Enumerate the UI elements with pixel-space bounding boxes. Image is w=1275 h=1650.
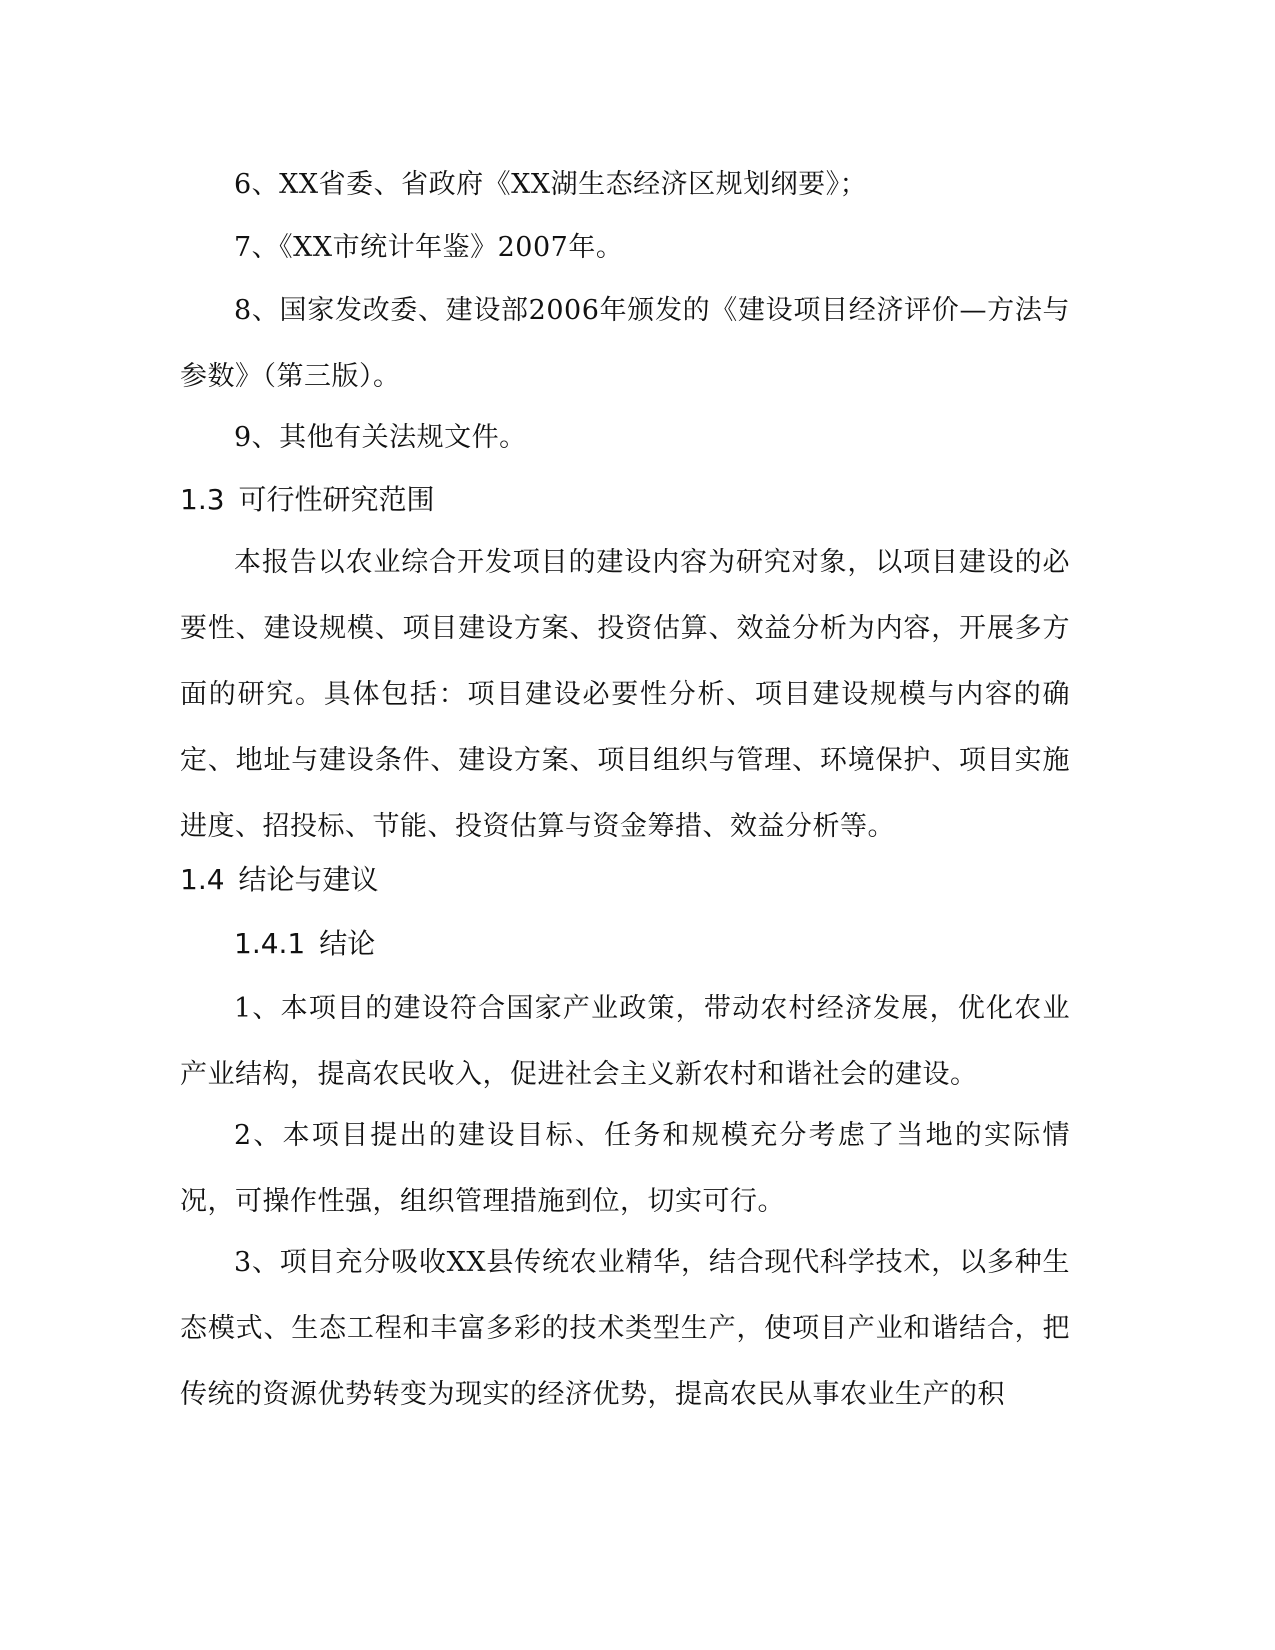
section-title: 可行性研究范围 xyxy=(238,483,435,516)
section-heading-1-3 xyxy=(180,480,435,520)
reference-item-8: 8、国家发改委、建设部2006年颁发的《建设项目经济评价—方法与参数》（第三版）。 xyxy=(180,295,1070,392)
conclusion-point-1: 1、本项目的建设符合国家产业政策，带动农村经济发展，优化农业产业结构，提高农民收入，促进社会主义新农村和谐社会的建设。 xyxy=(180,993,1070,1090)
section-title: 结论与建议 xyxy=(238,863,379,896)
section-number: 1.4 xyxy=(180,863,225,896)
conclusion-point-3: 3、项目充分吸收XX县传统农业精华，结合现代科学技术，以多种生态模式、生态工程和丰富多彩的技术类型生产，使项目产业和谐结合，把传统的资源优势转变为现实的经济优势，提高农民从事农业生产的积 xyxy=(180,1247,1070,1410)
section-number: 1.3 xyxy=(180,483,225,516)
reference-item-6: 6、XX省委、省政府《XX湖生态经济区规划纲要》； xyxy=(234,169,868,200)
section-number: 1.4.1 xyxy=(234,927,306,960)
section-heading-1-4-1 xyxy=(234,924,375,964)
reference-item-7: 7、《XX市统计年鉴》2007年。 xyxy=(234,232,624,263)
section-1-3-body: 本报告以农业综合开发项目的建设内容为研究对象，以项目建设的必要性、建设规模、项目建设方案、投资估算、效益分析为内容，开展多方面的研究。具体包括：项目建设必要性分析、项目建设规模与内容的确定、地址与建设条件、建设方案、项目组织与管理、环境保护、项目实施进度、招投标、节能、投资估算与资金筹措、效益分析等。 xyxy=(180,547,1070,842)
section-title: 结论 xyxy=(319,927,376,960)
reference-item-9: 9、其他有关法规文件。 xyxy=(234,422,527,453)
conclusion-point-2: 2、本项目提出的建设目标、任务和规模充分考虑了当地的实际情况，可操作性强，组织管理措施到位，切实可行。 xyxy=(180,1120,1070,1217)
section-heading-1-4 xyxy=(180,860,379,900)
